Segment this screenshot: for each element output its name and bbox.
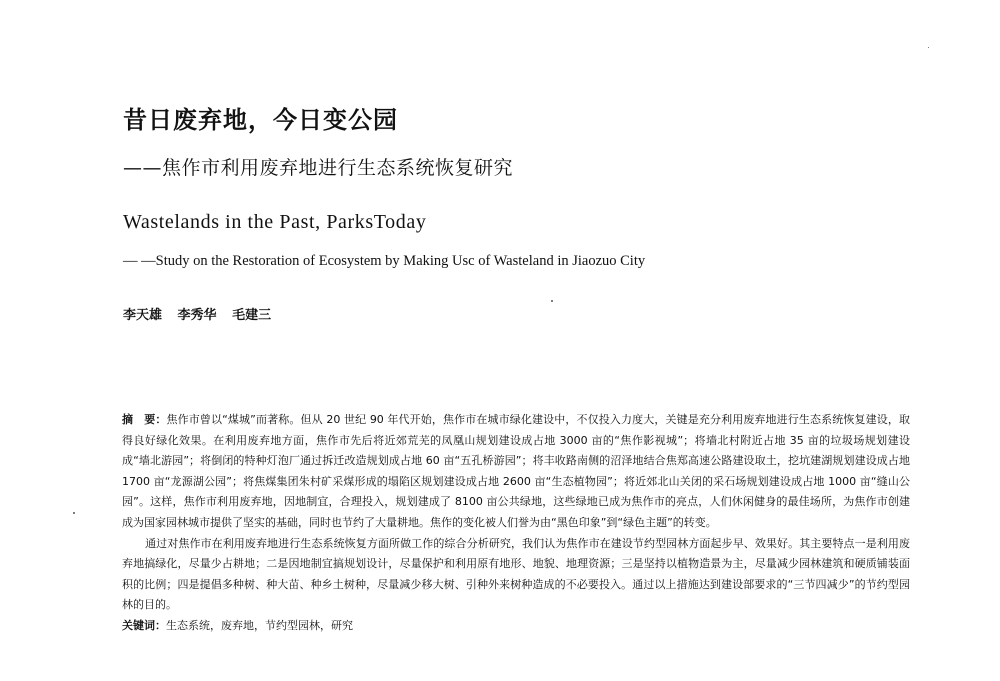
- scan-speck: [928, 47, 929, 48]
- keywords-label: 关键词：: [122, 618, 166, 632]
- english-subtitle: — —Study on the Restoration of Ecosystem by Making Usc of Wasteland in Jiaozuo City: [123, 253, 646, 269]
- keywords-text: 生态系统，废弃地，节约型园林，研究: [166, 618, 353, 632]
- abstract-label: 摘 要：: [122, 413, 167, 426]
- abstract-text-1: 焦作市曾以“煤城”而著称。但从 20 世纪 90 年代开始，焦作市在城市绿化建设中，不仅投入力度大，关键是充分利用废弃地进行生态系统恢复建设，取得良好绿化效果。在利用废弃地方面，焦作市先后将近郊荒芜的凤凰山规划建设成占地 3000 亩的“焦作影视城”；将墙北村附近占地 35 亩的垃圾场规划建设成“墙北游园”；将倒闭的特种灯泡厂通过拆迁改造规划成占地 60 亩“五孔桥游园”；将丰收路南侧的沼泽地结合焦郑高速公路建设取土，挖坑建湖规划建设成占地 1700 亩“龙源湖公园”；将焦煤集团朱村矿采煤形成的塌陷区规划建设成占地 2600 亩“生态植物园”；将近郊北山关闭的采石场规划建设成占地 1000 亩“缝山公园”。这样，焦作市利用废弃地，因地制宜，合理投入，规划建成了 8100 亩公共绿地，这些绿地已成为焦作市的亮点，人们休闲健身的最佳场所，为焦作市创建成为国家园林城市提供了坚实的基础，同时也节约了大量耕地。焦作的变化被人们誉为由“黑色印象”到“绿色主题”的转变。: [122, 413, 911, 529]
- scan-speck: [73, 512, 75, 514]
- chinese-title: 昔日废弃地，今日变公园: [123, 105, 398, 134]
- author-name: 毛建三: [232, 308, 272, 323]
- abstract-paragraph: [122, 410, 910, 534]
- chinese-subtitle: ——焦作市利用废弃地进行生态系统恢复研究: [123, 157, 514, 179]
- english-title: Wastelands in the Past, ParksToday: [123, 211, 427, 233]
- author-name: 李天雄: [123, 308, 163, 323]
- abstract-paragraph: 通过对焦作市在利用废弃地进行生态系统恢复方面所做工作的综合分析研究，我们认为焦作市在建设节约型园林方面起步早、效果好。其主要特点一是利用废弃地搞绿化，尽量少占耕地；二是因地制宜搞规划设计，尽量保护和利用原有地形、地貌、地理资源；三是坚持以植物造景为主，尽量减少园林建筑和硬质铺装面积的比例；四是提倡多种树、种大苗、种乡土树种，尽量减少移大树、引种外来树种造成的不必要投入。通过以上措施达到建设部要求的“三节四减少”的节约型园林的目的。: [122, 536, 910, 612]
- abstract-block: [122, 410, 910, 637]
- author-list: [123, 304, 282, 323]
- keywords-line: [122, 616, 910, 637]
- scan-speck: [551, 300, 553, 302]
- author-name: 李秀华: [177, 308, 217, 323]
